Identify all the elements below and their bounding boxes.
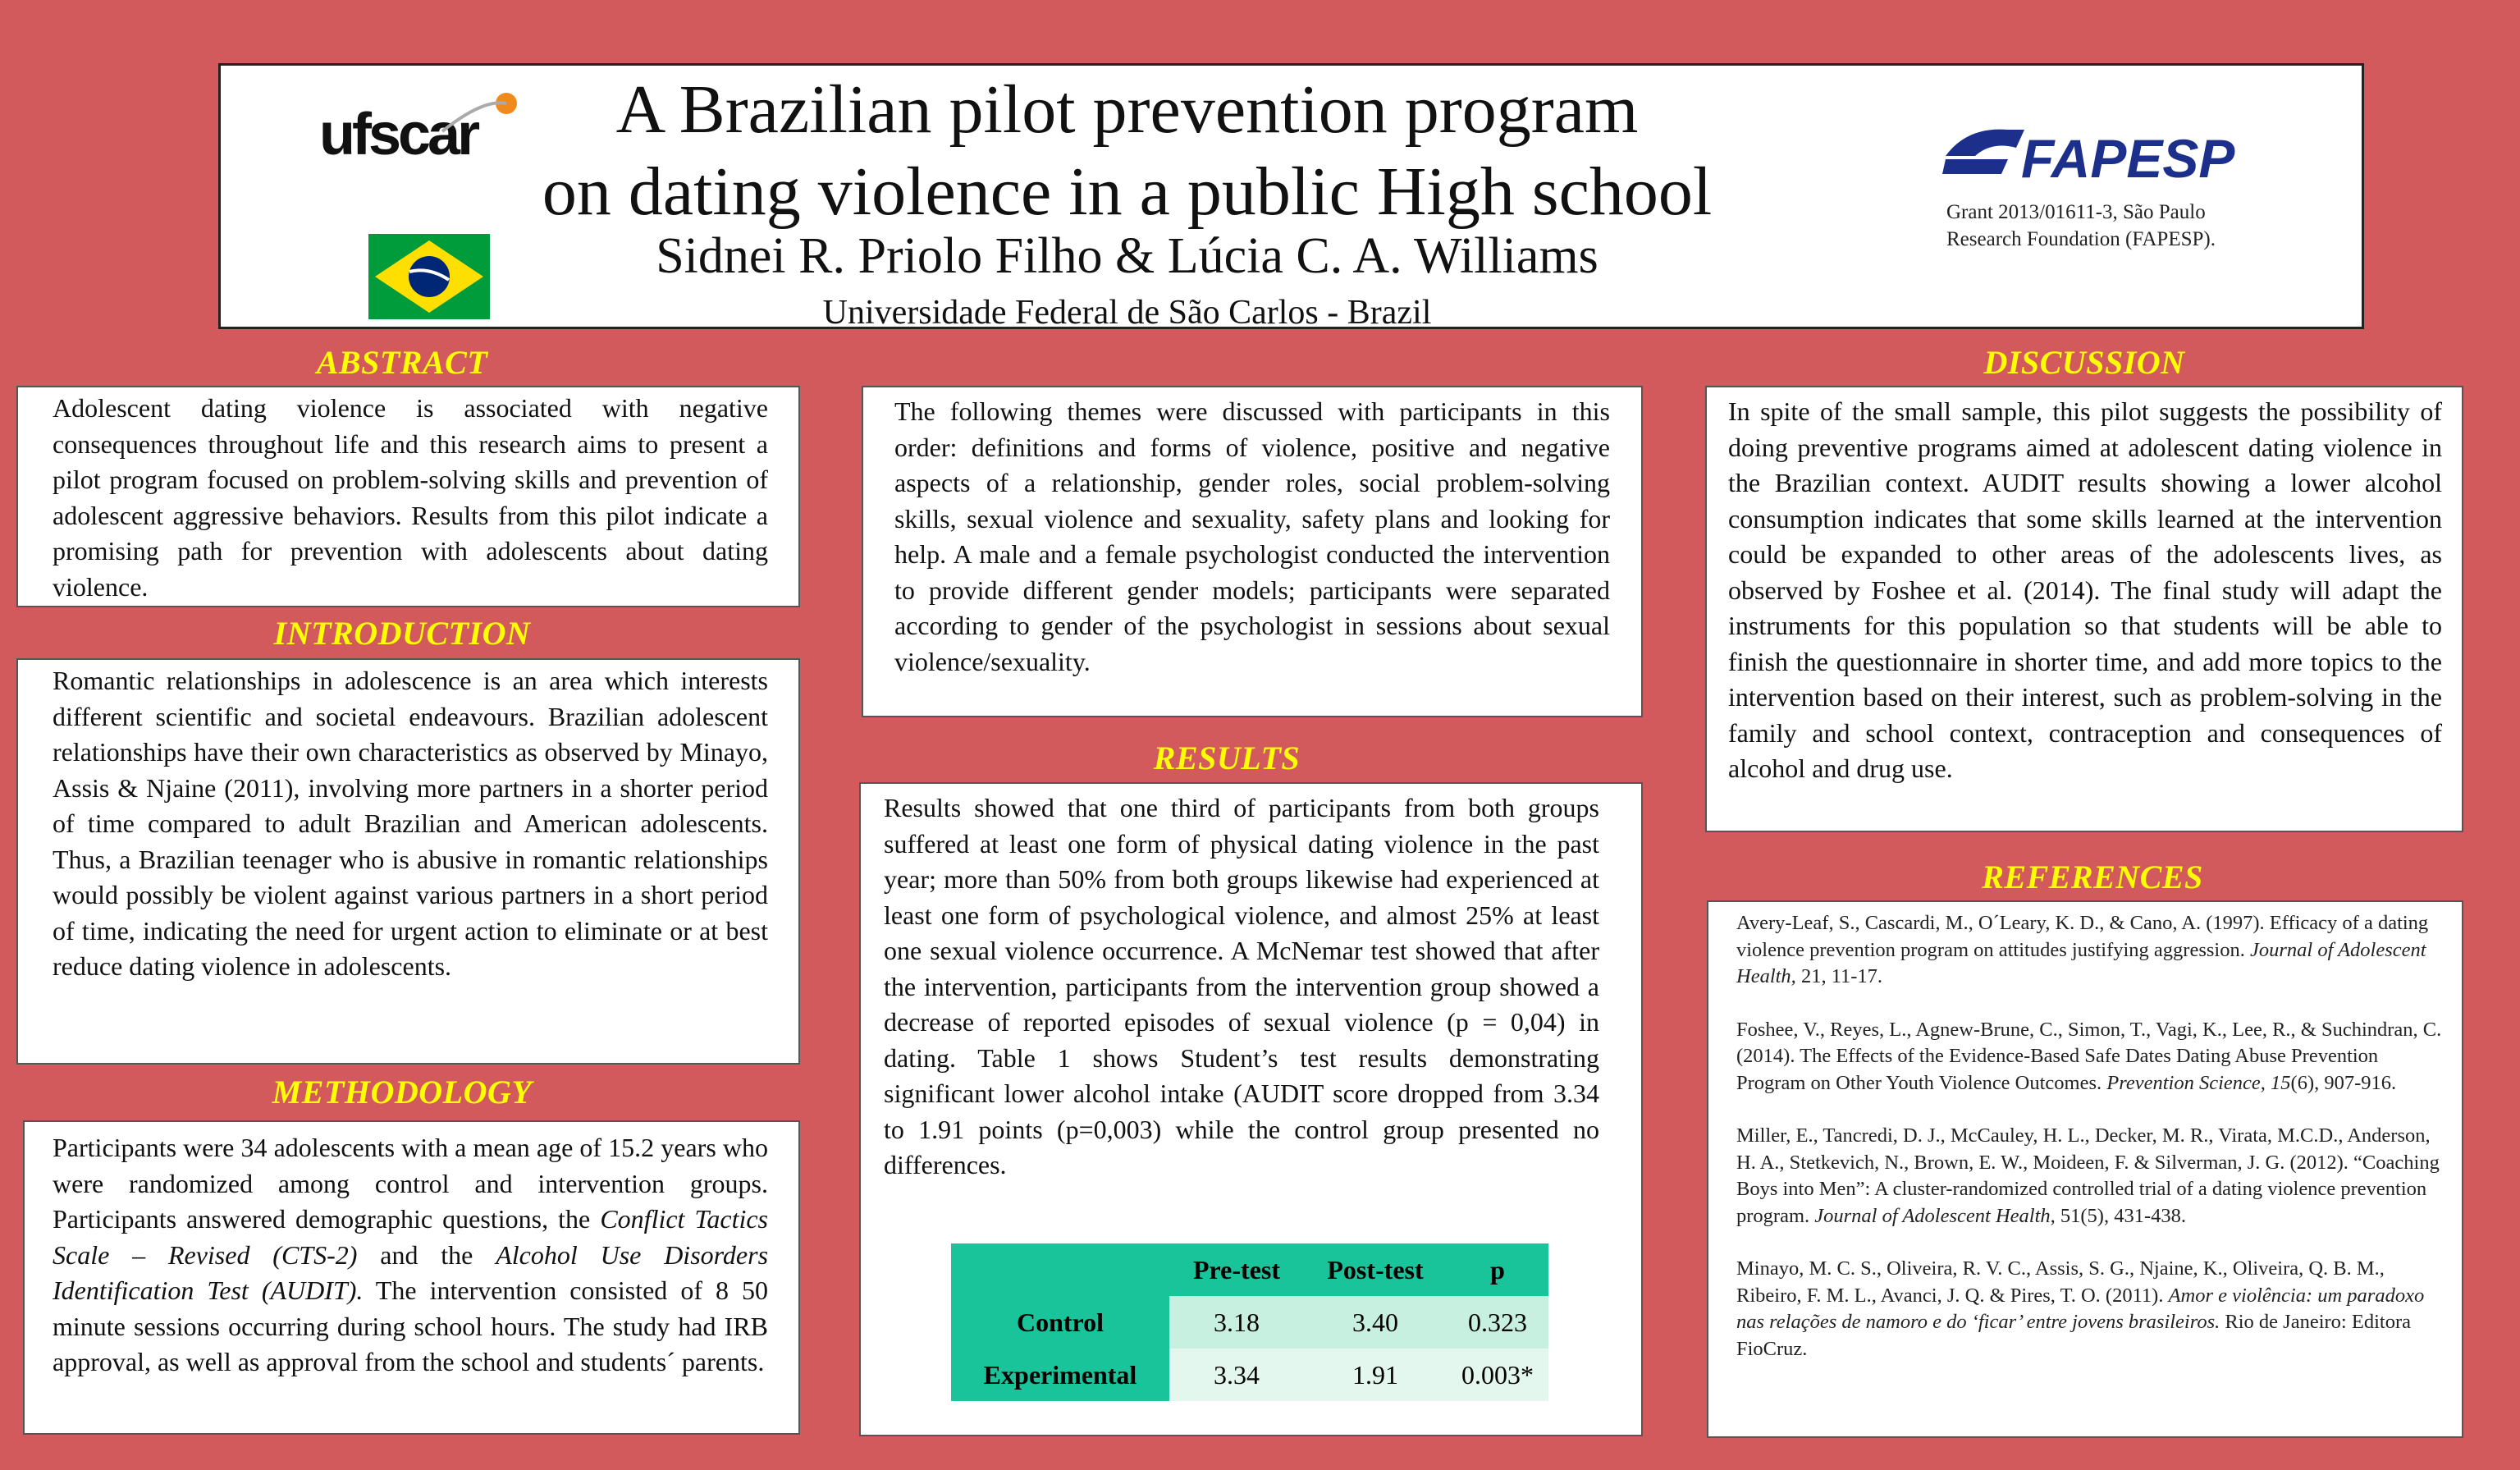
- themes-box: [862, 386, 1643, 717]
- grant-line2: Research Foundation (FAPESP).: [1946, 228, 2216, 250]
- reference-text: Rio de Janeiro: Editora FioCruz.: [1736, 1311, 2411, 1360]
- table-row: [951, 1349, 1548, 1401]
- reference-text: 21, 11-17.: [1795, 965, 1883, 987]
- reference-text: 51(5), 431-438.: [2055, 1204, 2186, 1227]
- reference-text: Avery-Leaf, S., Cascardi, M., O´Leary, K. D., & Cano, A. (1997). Efficacy of a dating violence prevention program on attitudes justifying aggression.: [1736, 912, 2429, 961]
- reference-item: [1736, 1123, 2444, 1230]
- methodology-text: [53, 1130, 768, 1381]
- svg-text:ufscar: ufscar: [319, 102, 478, 167]
- table-cell: 3.34: [1169, 1349, 1304, 1401]
- results-heading: RESULTS: [1153, 740, 1301, 776]
- poster-title-line2: on dating violence in a public High school: [542, 153, 1713, 230]
- abstract-heading: ABSTRACT: [316, 344, 488, 381]
- reference-item: [1736, 1256, 2444, 1362]
- table-cell: 0.003*: [1447, 1349, 1548, 1401]
- abstract-box: [16, 386, 800, 607]
- reference-text: Miller, E., Tancredi, D. J., McCauley, H. L., Decker, M. R., Virata, M.C.D., Anderson, H. A., Stetkevich, N., Brown, E. W., Moideen, F. & Silverman, J. G. (2012). “Coaching Boys into Men”: A cluster-randomized controlled trial of a dating violence prevention program.: [1736, 1124, 2440, 1227]
- table-cell: 3.18: [1169, 1296, 1304, 1349]
- discussion-text: In spite of the small sample, this pilot suggests the possibility of doing preventive programs aimed at adolescent dating violence in the Brazilian context. AUDIT results showing a lower alcohol consumption indicates that some skills learned at the intervention could be expanded to other areas of the adolescents lives, as observed by Foshee et al. (2014). The final study will adapt the instruments for this population so that students will be able to finish the questionnaire in shorter time, and add more topics to the intervention based on their interest, such as problem-solving in the family and school context, contraception and consequences of alcohol and drug use.: [1728, 396, 2442, 783]
- audit-name: Alcohol Use Disorders Identification Test (AUDIT).: [53, 1239, 769, 1305]
- reference-item: [1736, 910, 2444, 991]
- methodology-text-a: Participants were 34 adolescents with a mean age of 15.2 years who were randomized among control and intervention groups. Participants answered demographic questions, the: [53, 1133, 768, 1234]
- poster-header: [218, 63, 2364, 332]
- table-cell: 1.91: [1304, 1349, 1447, 1401]
- reference-text: Foshee, V., Reyes, L., Agnew-Brune, C., Simon, T., Vagi, K., Lee, R., & Suchindran, C. (2014). The Effects of the Evidence-Based Safe Dates Dating Abuse Prevention Program on Other Youth Violence Outcomes.: [1736, 1018, 2442, 1094]
- authors: Sidnei R. Priolo Filho & Lúcia C. A. Williams: [656, 228, 1598, 284]
- reference-text: (6), 907-916.: [2290, 1071, 2397, 1094]
- methodology-text-b: and the: [357, 1239, 496, 1270]
- table-cell: 3.40: [1304, 1296, 1447, 1349]
- poster-title-line1: A Brazilian pilot prevention program: [615, 71, 1639, 148]
- references-list: [1736, 910, 2444, 1362]
- svg-text:FAPESP: FAPESP: [2021, 128, 2235, 189]
- table-row: [951, 1296, 1548, 1349]
- introduction-box: [16, 658, 800, 1065]
- table-header-cell: [951, 1243, 1169, 1296]
- references-heading: REFERENCES: [1982, 859, 2203, 895]
- reference-journal: Prevention Science, 15: [2106, 1071, 2291, 1094]
- methodology-text-c: The intervention consisted of 8 50 minute sessions occurring during school hours. The study had IRB approval, as well as approval from the school and students´ parents.: [53, 1275, 769, 1376]
- themes-text: The following themes were discussed with participants in this order: definitions and forms of violence, positive and negative aspects of a relationship, gender roles, social problem-solving skills, sexual violence and sexuality, safety plans and looking for help. A male and a female psychologist conducted the intervention to provide different gender models; participants were separated according to gender of the psychologist in sessions about sexual violence/sexuality.: [894, 396, 1610, 676]
- table-header-cell: p: [1447, 1243, 1548, 1296]
- reference-journal: Amor e violência: um paradoxo nas relações de namoro e do ‘ficar’ entre jovens brasileiros.: [1736, 1284, 2425, 1333]
- fapesp-logo: [1942, 123, 2303, 189]
- table-header-cell: Pre-test: [1169, 1243, 1304, 1296]
- grant-line1: Grant 2013/01611-3, São Paulo: [1946, 201, 2206, 223]
- table-header-cell: Post-test: [1304, 1243, 1447, 1296]
- affiliation: Universidade Federal de São Carlos - Brazil: [822, 294, 1432, 332]
- abstract-text: Adolescent dating violence is associated with negative consequences throughout life and this research aims to present a pilot program focused on problem-solving skills and prevention of adolescent aggressive behaviors. Results from this pilot indicate a promising path for prevention with adolescents about dating violence.: [53, 393, 768, 602]
- table-header-row: [951, 1243, 1548, 1296]
- methodology-heading: METHODOLOGY: [272, 1074, 533, 1111]
- reference-journal: Journal of Adolescent Health,: [1736, 938, 2426, 987]
- table-row-label: Control: [951, 1296, 1169, 1349]
- introduction-text: Romantic relationships in adolescence is an area which interests different scientific and societal endeavours. Brazilian adolescent relationships have their own characteristics as observed by Minayo, Assis & Njaine (2011), involving more partners in a shorter period of time compared to adult Brazilian and American adolescents. Thus, a Brazilian teenager who is abusive in romantic relationships would possibly be violent against various partners in a short period of time, indicating the need for urgent action to eliminate or at best reduce dating violence in adolescents.: [53, 666, 768, 981]
- results-box: [859, 782, 1643, 1436]
- cts2-name: Conflict Tactics Scale – Revised (CTS-2): [53, 1204, 769, 1270]
- discussion-box: [1705, 386, 2463, 832]
- table-row-label: Experimental: [951, 1349, 1169, 1401]
- results-text: Results showed that one third of participants from both groups suffered at least one form of physical dating violence in the past year; more than 50% from both groups likewise had experienced at least one form of psychological violence, and almost 25% at least one sexual violence occurrence. A McNemar test showed that after the intervention, participants from the intervention group showed a decrease of reported episodes of sexual violence (p = 0,04) in dating. Table 1 shows Student’s test results demonstrating significant lower alcohol intake (AUDIT score dropped from 3.34 to 1.91 points (p=0,003) while the control group presented no differences.: [884, 793, 1599, 1179]
- introduction-heading: INTRODUCTION: [273, 615, 531, 652]
- methodology-box: [23, 1120, 800, 1435]
- discussion-heading: DISCUSSION: [1983, 344, 2185, 381]
- reference-item: [1736, 1017, 2444, 1097]
- reference-text: Minayo, M. C. S., Oliveira, R. V. C., Assis, S. G., Njaine, K., Oliveira, Q. B. M., Ribeiro, F. M. L., Avanci, J. Q. & Pires, T. O. (2011).: [1736, 1257, 2385, 1307]
- references-box: [1707, 900, 2463, 1438]
- table-cell: 0.323: [1447, 1296, 1548, 1349]
- reference-journal: Journal of Adolescent Health,: [1814, 1204, 2056, 1227]
- results-table: [951, 1243, 1548, 1401]
- grant-info: [1946, 199, 2275, 253]
